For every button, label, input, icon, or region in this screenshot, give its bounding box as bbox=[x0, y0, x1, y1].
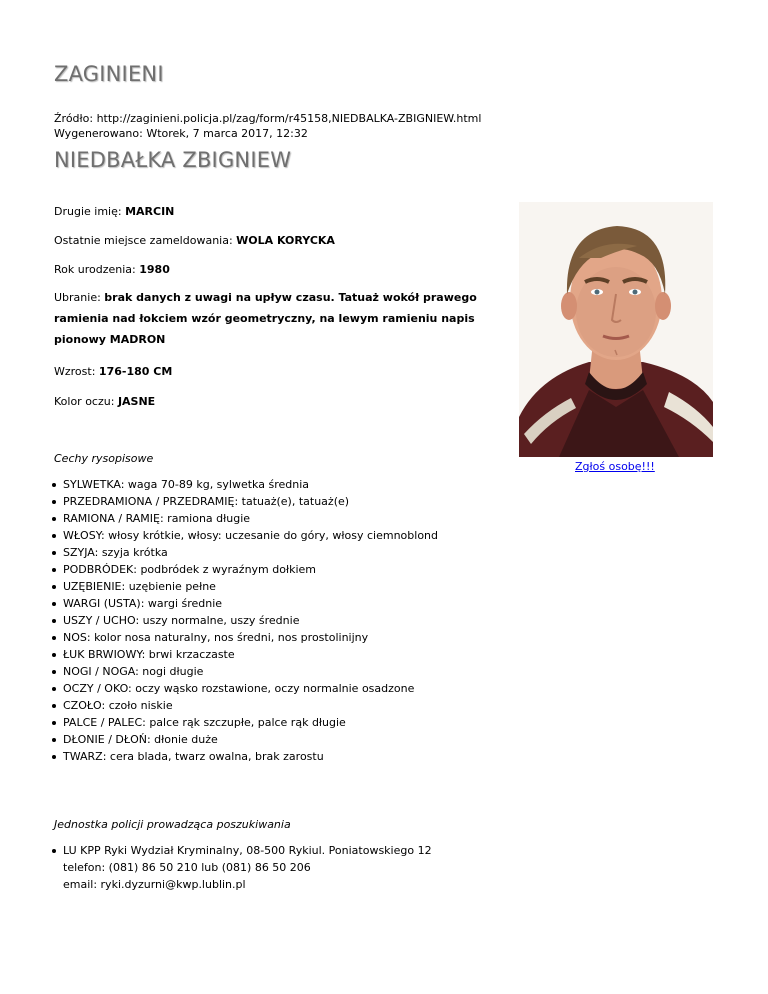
field-label: Drugie imię: bbox=[54, 205, 126, 218]
site-title: ZAGINIENI bbox=[54, 62, 164, 86]
field-clothing bbox=[54, 287, 524, 350]
source-line: Źródło: http://zaginieni.policja.pl/zag/form/r45158,NIEDBALKA-ZBIGNIEW.html bbox=[54, 112, 482, 125]
list-item: RAMIONA / RAMIĘ: ramiona długie bbox=[63, 510, 438, 527]
list-item: SZYJA: szyja krótka bbox=[63, 544, 438, 561]
unit-phone: telefon: (081) 86 50 210 lub (081) 86 50 206 bbox=[63, 861, 311, 874]
list-item: SYLWETKA: waga 70-89 kg, sylwetka średnia bbox=[63, 476, 438, 493]
list-item: TWARZ: cera blada, twarz owalna, brak zarostu bbox=[63, 748, 438, 765]
report-person-link[interactable]: Zgłoś osobę!!! bbox=[575, 460, 655, 473]
unit-address: LU KPP Ryki Wydział Kryminalny, 08-500 Rykiul. Poniatowskiego 12 bbox=[63, 844, 432, 857]
field-label: Ubranie: bbox=[54, 291, 105, 304]
list-item: UZĘBIENIE: uzębienie pełne bbox=[63, 578, 438, 595]
field-label: Ostatnie miejsce zameldowania: bbox=[54, 234, 237, 247]
field-value: MARCIN bbox=[125, 205, 175, 218]
features-heading: Cechy rysopisowe bbox=[54, 452, 154, 465]
field-label: Wzrost: bbox=[54, 365, 99, 378]
missing-person-photo bbox=[519, 202, 713, 457]
field-value: WOLA KORYCKA bbox=[236, 234, 335, 247]
list-item: PRZEDRAMIONA / PRZEDRAMIĘ: tatuaż(e), tatuaż(e) bbox=[63, 493, 438, 510]
list-item: NOGI / NOGA: nogi długie bbox=[63, 663, 438, 680]
police-unit-heading: Jednostka policji prowadząca poszukiwania bbox=[54, 818, 291, 831]
document-meta bbox=[54, 111, 481, 141]
list-item: CZOŁO: czoło niskie bbox=[63, 697, 438, 714]
list-item: NOS: kolor nosa naturalny, nos średni, nos prostolinijny bbox=[63, 629, 438, 646]
list-item: DŁONIE / DŁOŃ: dłonie duże bbox=[63, 731, 438, 748]
field-value: JASNE bbox=[117, 395, 156, 408]
field-value: brak danych z uwagi na upływ czasu. Tatuaż wokół prawego ramienia nad łokciem wzór geometryczny, na lewym ramieniu napis pionowy MADRON bbox=[54, 291, 477, 346]
field-eye-color bbox=[54, 391, 524, 412]
unit-email: email: ryki.dyzurni@kwp.lublin.pl bbox=[63, 878, 246, 891]
field-last-residence bbox=[54, 230, 524, 251]
features-list bbox=[44, 476, 438, 765]
field-label: Rok urodzenia: bbox=[54, 263, 140, 276]
generated-line: Wygenerowano: Wtorek, 7 marca 2017, 12:32 bbox=[54, 127, 308, 140]
list-item: OCZY / OKO: oczy wąsko rozstawione, oczy normalnie osadzone bbox=[63, 680, 438, 697]
field-label: Kolor oczu: bbox=[54, 395, 118, 408]
police-unit-list bbox=[44, 842, 432, 893]
list-item: WŁOSY: włosy krótkie, włosy: uczesanie do góry, włosy ciemnoblond bbox=[63, 529, 438, 542]
person-name: NIEDBAŁKA ZBIGNIEW bbox=[54, 148, 292, 172]
field-value: 1980 bbox=[139, 263, 170, 276]
police-unit-item bbox=[63, 842, 432, 893]
list-item: PALCE / PALEC: palce rąk szczupłe, palce rąk długie bbox=[63, 714, 438, 731]
field-middle-name bbox=[54, 201, 524, 222]
field-value: 176-180 CM bbox=[98, 365, 173, 378]
field-birth-year bbox=[54, 259, 524, 280]
field-height bbox=[54, 361, 524, 382]
list-item: ŁUK BRWIOWY: brwi krzaczaste bbox=[63, 646, 438, 663]
list-item: USZY / UCHO: uszy normalne, uszy średnie bbox=[63, 612, 438, 629]
list-item: WARGI (USTA): wargi średnie bbox=[63, 595, 438, 612]
list-item: PODBRÓDEK: podbródek z wyraźnym dołkiem bbox=[63, 561, 438, 578]
